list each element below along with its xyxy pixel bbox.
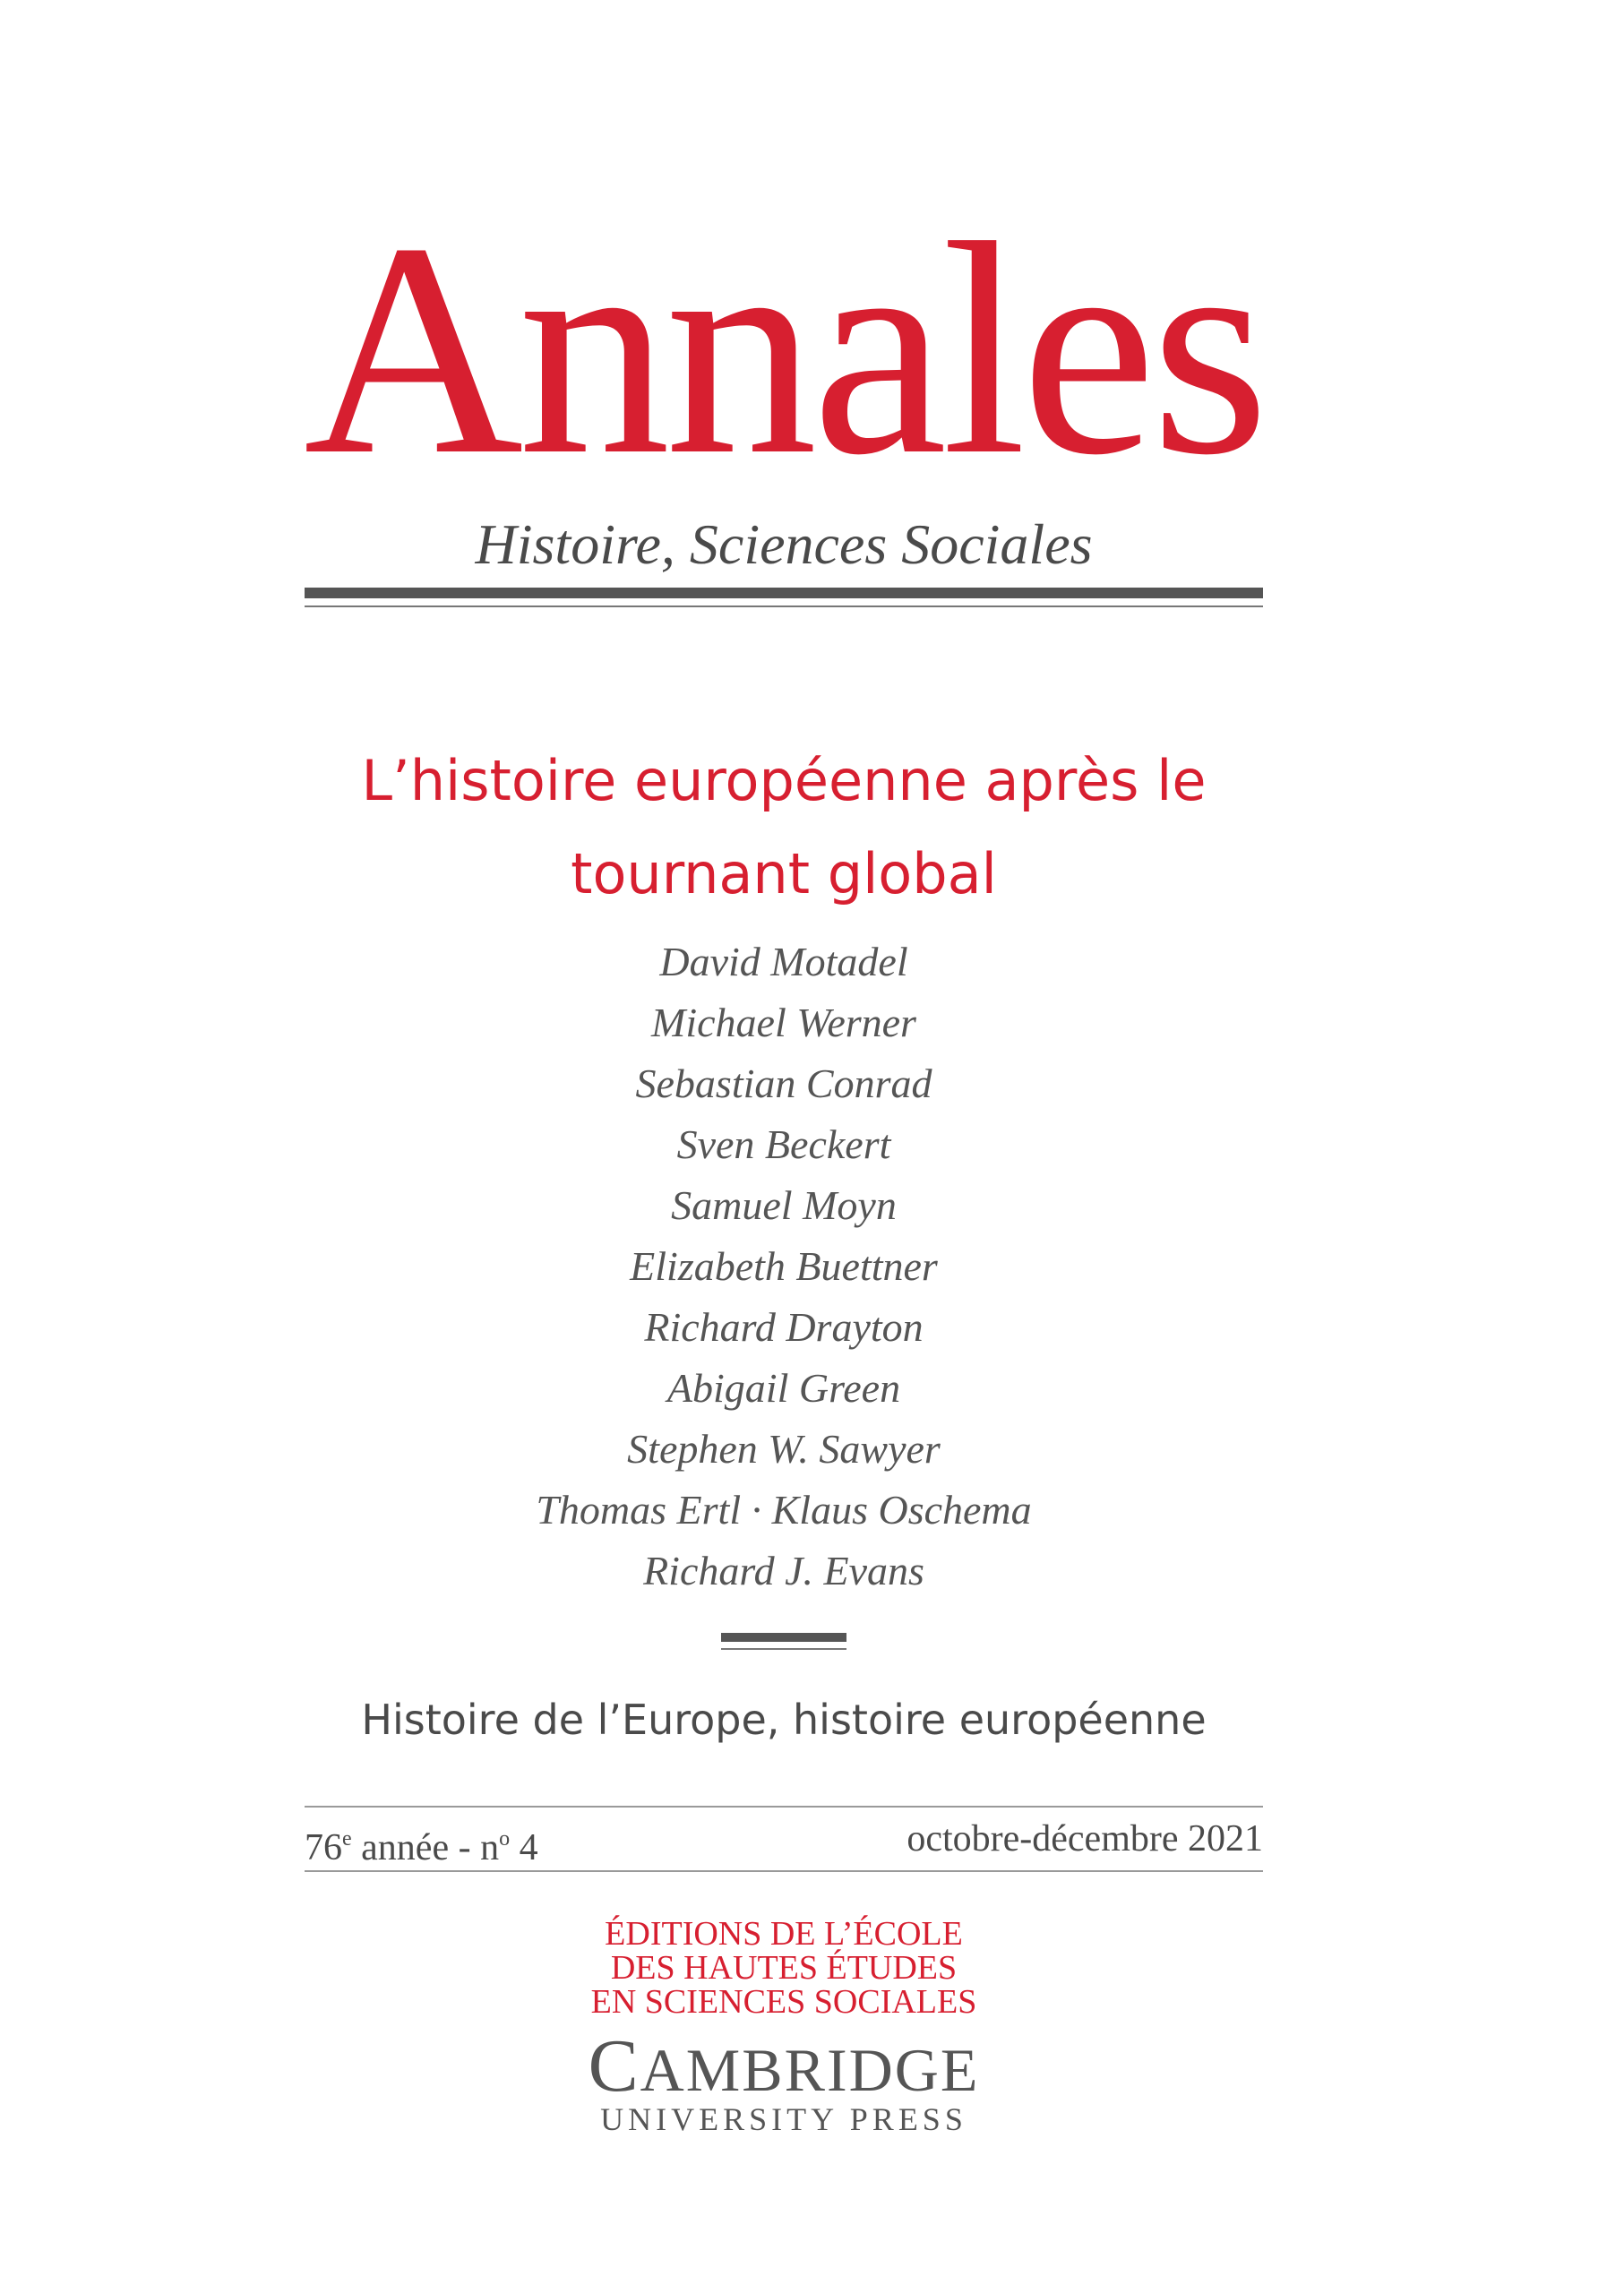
- author-name: Thomas Ertl · Klaus Oschema: [536, 1487, 1032, 1533]
- issue-theme-line-1: L’histoire européenne après le: [361, 748, 1207, 813]
- issue-number: 76e année - $n^o$ 4: [305, 1827, 538, 1868]
- issue-info-row: [305, 1811, 1263, 1867]
- ehess-line-1: ÉDITIONS DE L’ÉCOLE: [605, 1915, 963, 1953]
- author-name: Sven Beckert: [676, 1121, 891, 1167]
- ehess-line-2: DES HAUTES ÉTUDES: [610, 1949, 958, 1987]
- author-name: Michael Werner: [651, 1000, 916, 1045]
- title-rule-thin: [305, 605, 1263, 607]
- title-rule-thick: [305, 588, 1263, 598]
- author-name: Richard Drayton: [644, 1304, 924, 1350]
- section-title: Histoire de l’Europe, histoire européenne: [361, 1696, 1207, 1744]
- issue-theme-title: [300, 734, 1267, 921]
- section-divider-thick: [721, 1633, 846, 1642]
- author-name: David Motadel: [659, 939, 908, 984]
- issue-theme-line-2: tournant global: [571, 841, 997, 906]
- cup-subtitle: UNIVERSITY PRESS: [600, 2101, 967, 2137]
- ehess-publisher-logo: [506, 1917, 1061, 2019]
- author-list: [300, 932, 1267, 1602]
- ehess-line-3: EN SCIENCES SOCIALES: [590, 1983, 977, 2021]
- author-name: Elizabeth Buettner: [630, 1243, 938, 1289]
- cup-name: CAMBRIDGE: [588, 2024, 980, 2108]
- section-divider-thin: [721, 1648, 846, 1650]
- issue-info-rule-bottom: [305, 1870, 1263, 1872]
- issue-date: octobre-décembre 2021: [907, 1818, 1263, 1859]
- author-name: Sebastian Conrad: [635, 1061, 932, 1106]
- journal-subtitle: Histoire, Sciences Sociales: [475, 512, 1093, 576]
- cambridge-university-press-logo: [506, 2024, 1061, 2137]
- author-name: Abigail Green: [666, 1365, 901, 1411]
- journal-title: Annales: [303, 180, 1265, 518]
- author-name: Samuel Moyn: [671, 1182, 897, 1228]
- author-name: Richard J. Evans: [643, 1548, 924, 1593]
- issue-info-rule-top: [305, 1806, 1263, 1808]
- author-name: Stephen W. Sawyer: [627, 1426, 941, 1472]
